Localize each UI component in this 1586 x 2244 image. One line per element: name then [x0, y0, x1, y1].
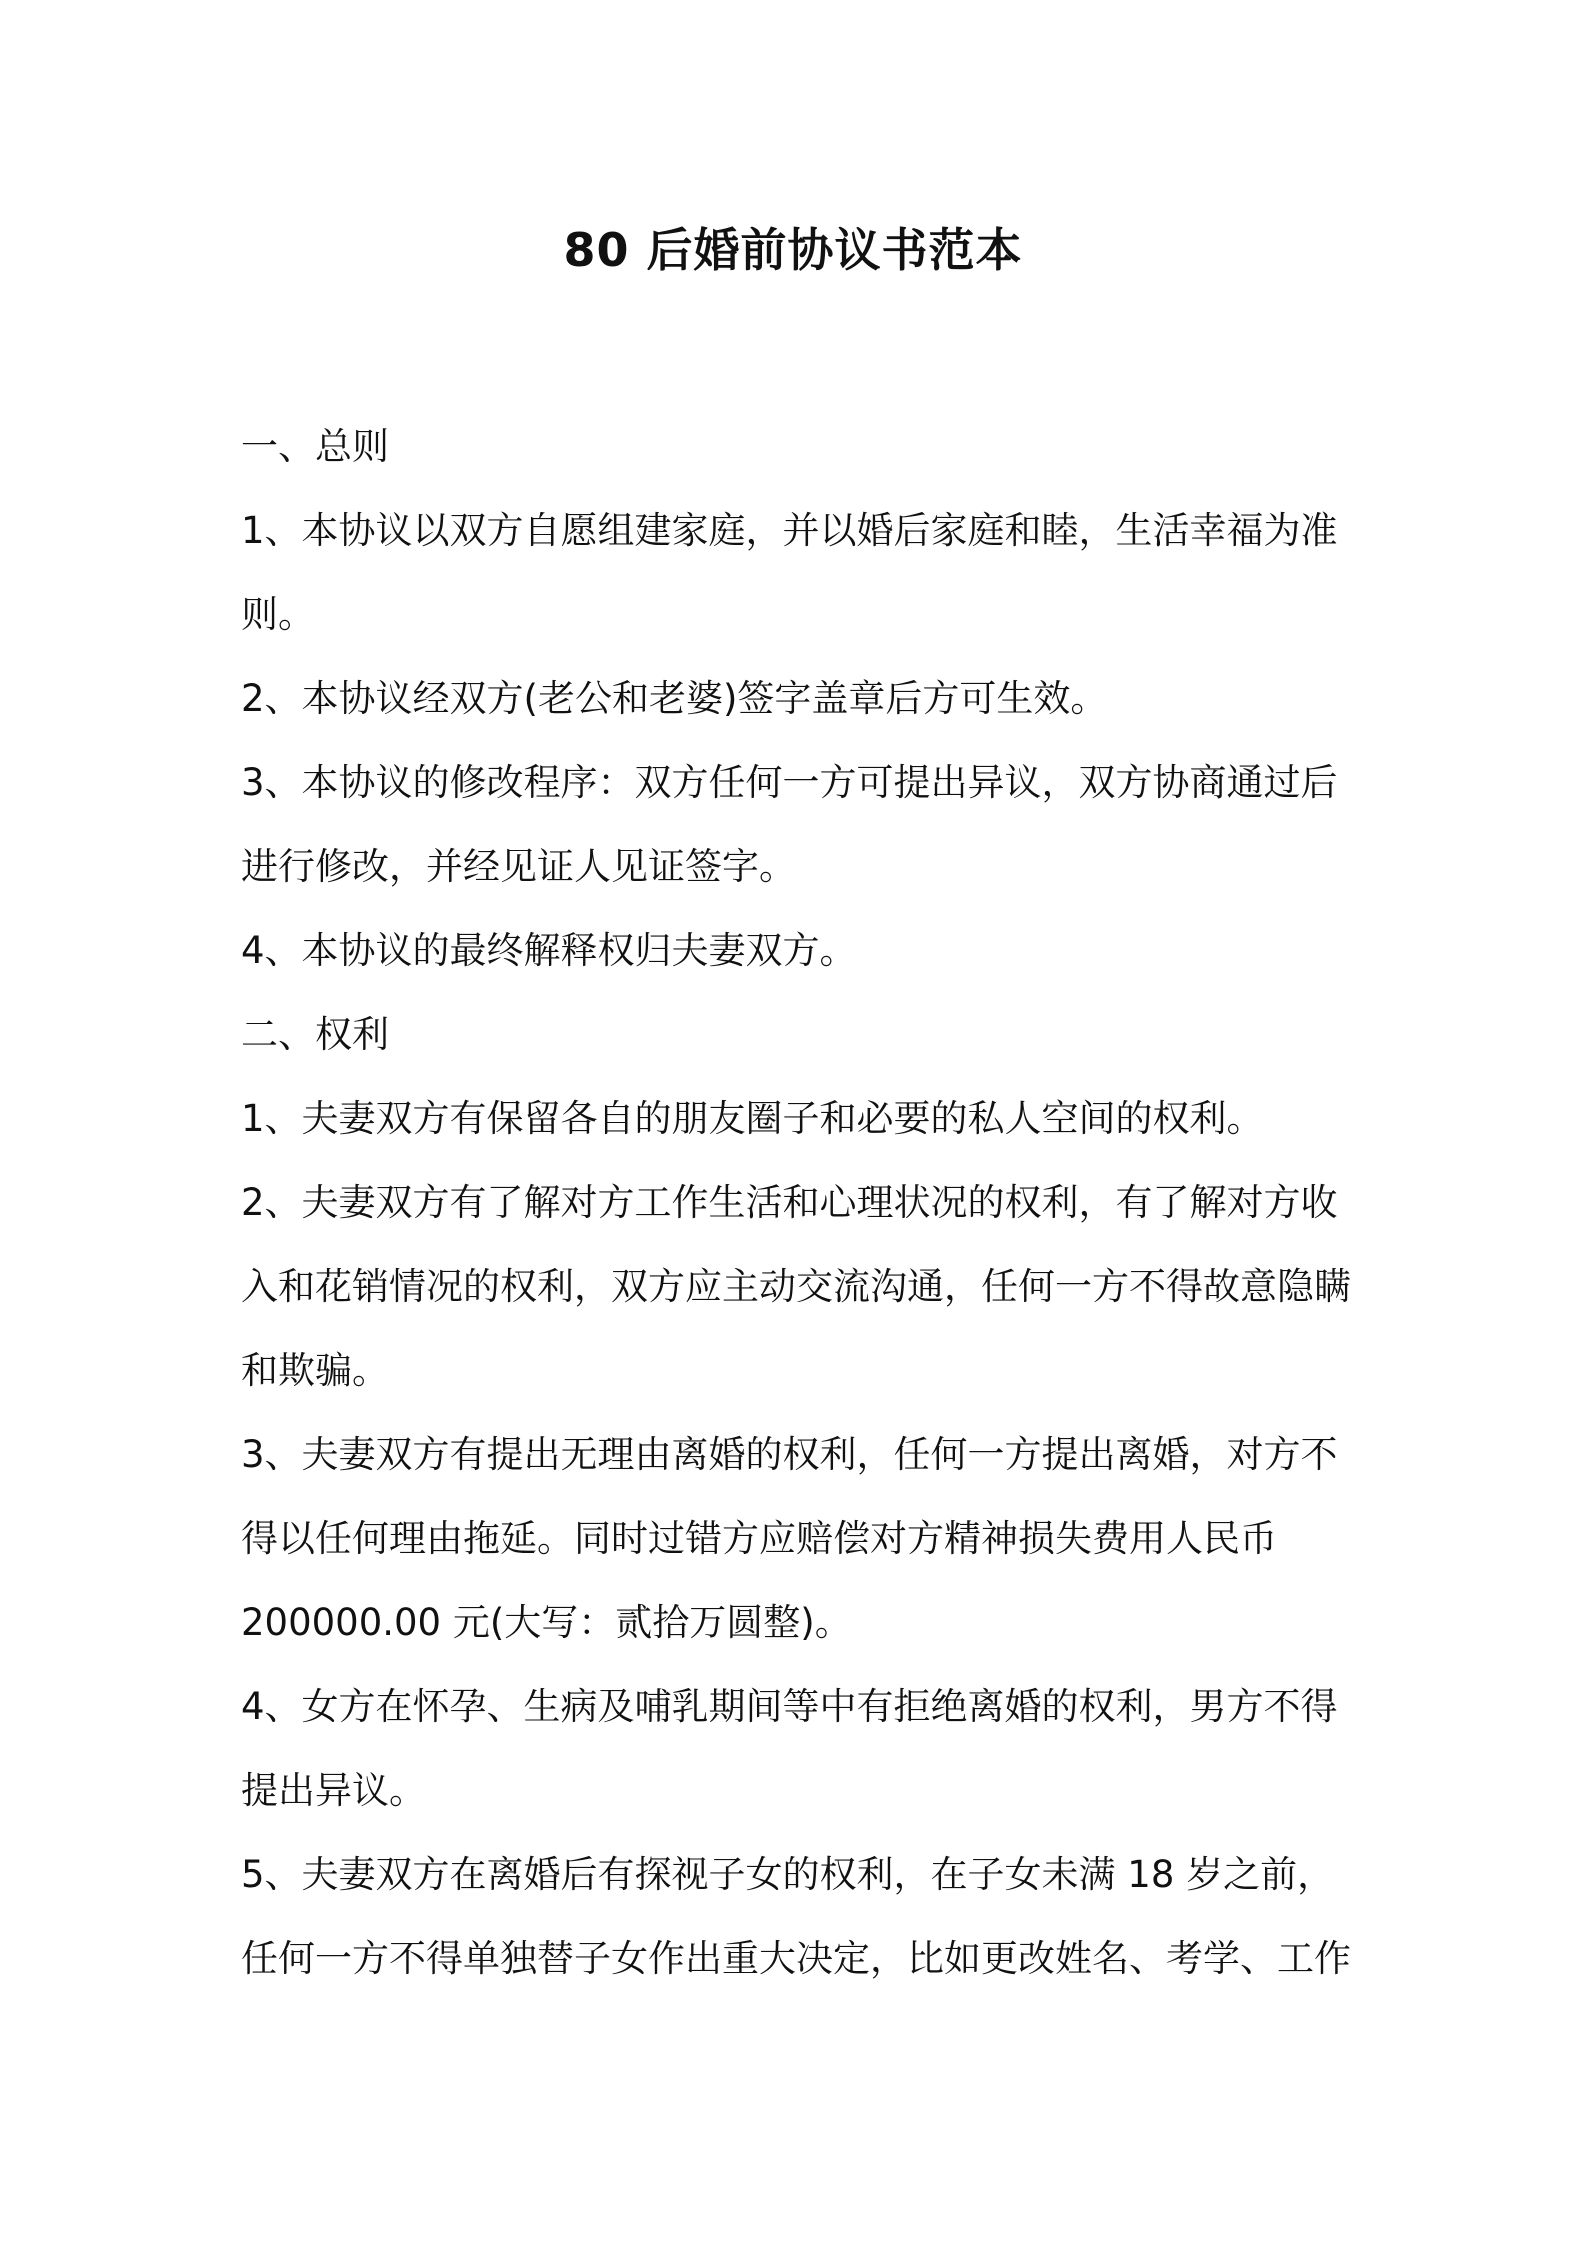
- paragraph-line: 和欺骗。: [241, 1349, 389, 1392]
- paragraph-line: 1、本协议以双方自愿组建家庭，并以婚后家庭和睦，生活幸福为准: [241, 509, 1338, 552]
- paragraph-line: 提出异议。: [241, 1769, 426, 1812]
- paragraph-line: 4、本协议的最终解释权归夫妻双方。: [241, 929, 857, 972]
- paragraph-line: 2、本协议经双方(老公和老婆)签字盖章后方可生效。: [241, 677, 1108, 720]
- paragraph-line: 5、夫妻双方在离婚后有探视子女的权利，在子女未满 18 岁之前，: [241, 1853, 1335, 1896]
- paragraph-line: 得以任何理由拖延。同时过错方应赔偿对方精神损失费用人民币: [241, 1517, 1277, 1560]
- paragraph-line: 3、本协议的修改程序：双方任何一方可提出异议，双方协商通过后: [241, 761, 1338, 804]
- paragraph-line: 4、女方在怀孕、生病及哺乳期间等中有拒绝离婚的权利，男方不得: [241, 1685, 1338, 1728]
- paragraph-line: 200000.00 元(大写：贰拾万圆整)。: [241, 1601, 852, 1644]
- paragraph-line: 入和花销情况的权利，双方应主动交流沟通，任何一方不得故意隐瞒: [241, 1265, 1351, 1308]
- section-heading-general: 一、总则: [241, 425, 389, 468]
- paragraph-line: 进行修改，并经见证人见证签字。: [241, 845, 796, 888]
- paragraph-line: 3、夫妻双方有提出无理由离婚的权利，任何一方提出离婚，对方不: [241, 1433, 1338, 1476]
- paragraph-line: 则。: [241, 593, 315, 636]
- paragraph-line: 任何一方不得单独替子女作出重大决定，比如更改姓名、考学、工作: [241, 1937, 1351, 1980]
- paragraph-line: 2、夫妻双方有了解对方工作生活和心理状况的权利，有了解对方收: [241, 1181, 1338, 1224]
- paragraph-line: 1、夫妻双方有保留各自的朋友圈子和必要的私人空间的权利。: [241, 1097, 1264, 1140]
- document-body: [241, 405, 1361, 2001]
- section-heading-rights: 二、权利: [241, 1013, 389, 1056]
- document-title: 80 后婚前协议书范本: [563, 223, 1023, 277]
